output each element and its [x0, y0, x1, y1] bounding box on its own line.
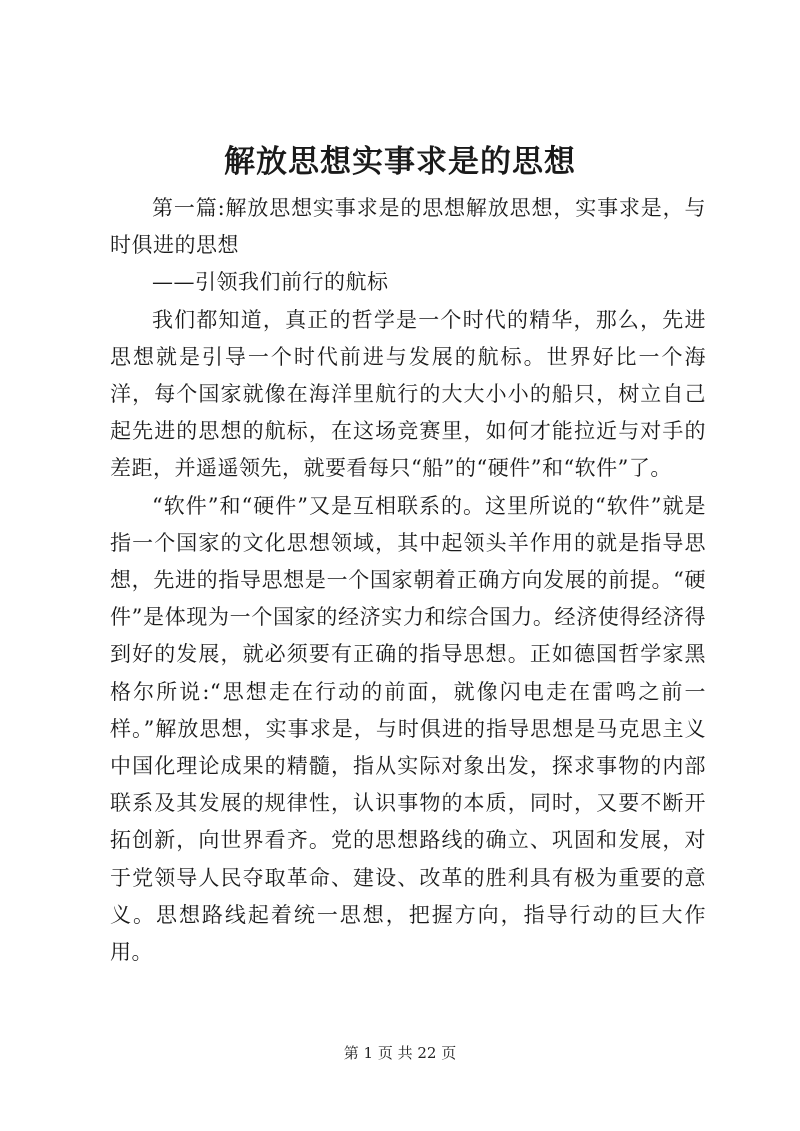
- paragraph-body: 我们都知道，真正的哲学是一个时代的精华，那么，先进思想就是引导一个时代前进与发展的航标。世界好比一个海洋，每个国家就像在海洋里航行的大大小小的船只，树立自己起先进的思想的航标，在这场竞赛里，如何才能拉近与对手的差距，并遥遥领先，就要看每只“船”的“硬件”和“软件”了。: [110, 307, 706, 481]
- page-footer: 第 1 页 共 22 页: [343, 1044, 457, 1062]
- paragraph-body: “软件”和“硬件”又是互相联系的。这里所说的“软件”就是指一个国家的文化思想领域，其中起领头羊作用的就是指导思想，先进的指导思想是一个国家朝着正确方向发展的前提。“硬件”是体现为一个国家的经济实力和综合国力。经济使得经济得到好的发展，就必须要有正确的指导思想。正如德国哲学家黑格尔所说:“思想走在行动的前面，就像闪电走在雷鸣之前一样。”解放思想，实事求是，与时俱进的指导思想是马克思主义中国化理论成果的精髓，指从实际对象出发，探求事物的内部联系及其发展的规律性，认识事物的本质，同时，又要不断开拓创新，向世界看齐。党的思想路线的确立、巩固和发展，对于党领导人民夺取革命、建设、改革的胜利具有极为重要的意义。思想路线起着统一思想，把握方向，指导行动的巨大作用。: [110, 493, 706, 965]
- document-body: [110, 190, 706, 971]
- paragraph-subtitle: ——引领我们前行的航标: [152, 270, 389, 295]
- document-title: 解放思想实事求是的思想: [224, 144, 576, 180]
- paragraph-heading: 第一篇:解放思想实事求是的思想解放思想，实事求是，与时俱进的思想: [110, 196, 706, 258]
